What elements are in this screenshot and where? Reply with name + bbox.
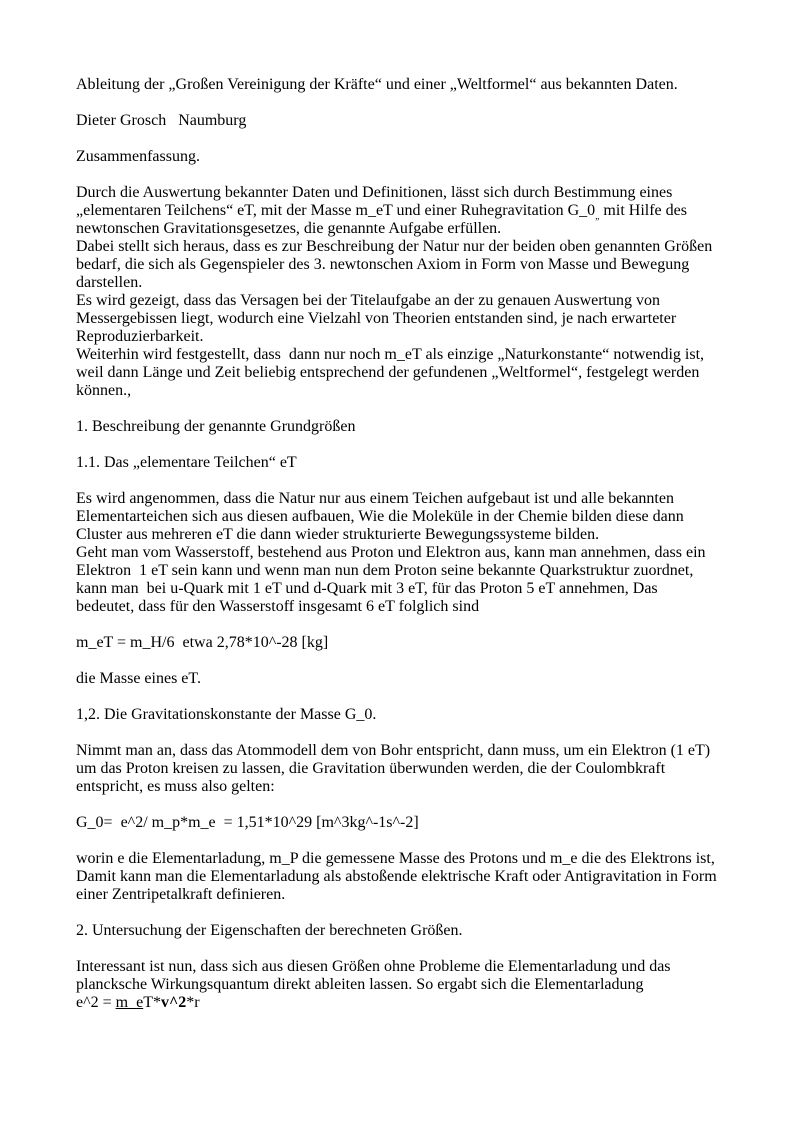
paragraph-title: Ableitung der „Großen Vereinigung der Kräfte“ und einer „Weltformel“ aus bekannten Daten. <box>76 76 678 93</box>
formula-run-u: m_e <box>115 994 144 1011</box>
paragraph-heading-1: 1. Beschreibung der genannte Grundgrößen <box>76 418 356 435</box>
paragraph-para-bohr: Nimmt man an, dass das Atommodell dem von Bohr entspricht, dann muss, um ein Elektron (1 eT) um das Proton kreisen zu lassen, die Gravitation überwunden werden, die der Coulombkraft entspricht, es muss also gelten: <box>76 742 711 795</box>
paragraph-para-elementary-charge: worin e die Elementarladung, m_P die gemessene Masse des Protons und m_e die des Elektrons ist, Damit kann man die Elementarladung als abstoßende elektrische Kraft oder Antigravitation in Form einer Zentripetalkraft definieren. <box>76 850 717 903</box>
paragraph-heading-2: 2. Untersuchung der Eigenschaften der berechneten Größen. <box>76 922 463 939</box>
formula-run-sub: „ <box>595 211 600 223</box>
paragraph-para-et-1: Es wird angenommen, dass die Natur nur aus einem Teichen aufgebaut ist und alle bekannten Elementarteichen sich aus diesen aufbauen, Wie die Moleküle in der Chemie bilden diese dann Cluster aus mehreren eT die dann wieder strukturierte Bewegungssysteme bilden. <box>76 490 684 543</box>
paragraph-author: Dieter Grosch Naumburg <box>76 112 247 129</box>
paragraph-para-derivation: Interessant ist nun, dass sich aus diesen Größen ohne Probleme die Elementarladung und das plancksche Wirkungsquantum direkt ableiten lassen. So ergabt sich die Elementarladung e^2 = m_eT*v^2*r <box>76 958 671 1011</box>
paragraph-para-et-2: Geht man vom Wasserstoff, bestehend aus Proton und Elektron aus, kann man annehmen, dass ein Elektron 1 eT sein kann und wenn man nun dem Proton seine bekannte Quarkstruktur zuordnet, kann man bei u-Quark mit 1 eT und d-Quark mit 3 eT, für das Proton 5 eT annehmen, Das bedeutet, dass für den Wasserstoff insgesamt 6 eT folglich sind <box>76 544 706 615</box>
paragraph-heading-1-1: 1.1. Das „elementare Teilchen“ eT <box>76 454 297 471</box>
paragraph-summary-para-4: Weiterhin wird festgestellt, dass dann nur noch m_eT als einzige „Naturkonstante“ notwendig ist, weil dann Länge und Zeit beliebig entsprechend der gefundenen „Weltformel“, festgelegt werden können., <box>76 346 705 399</box>
formula-run-b: v^2 <box>160 994 187 1011</box>
paragraph-summary-para-2: Dabei stellt sich heraus, dass es zur Beschreibung der Natur nur der beiden oben genannten Größen bedarf, die sich als Gegenspieler des 3. newtonschen Axiom in Form von Masse und Bewegung darstellen. <box>76 238 713 291</box>
paragraph-formula-g0: G_0= e^2/ m_p*m_e = 1,51*10^29 [m^3kg^-1s^-2] <box>76 814 419 831</box>
paragraph-summary-para-3: Es wird gezeigt, dass das Versagen bei der Titelaufgabe an der zu genauen Auswertung von Messergebissen liegt, wodurch eine Vielzahl von Theorien entstanden sind, je nach erwarteter Reproduzierbarkeit. <box>76 292 677 345</box>
paragraph-heading-1-2: 1,2. Die Gravitationskonstante der Masse G_0. <box>76 706 377 723</box>
paragraph-formula-met: m_eT = m_H/6 etwa 2,78*10^-28 [kg] <box>76 634 329 651</box>
paragraph-summary-heading: Zusammenfassung. <box>76 148 200 165</box>
paragraph-summary-para-1: Durch die Auswertung bekannter Daten und Definitionen, lässt sich durch Bestimmung eines „elementaren Teilchens“ eT, mit der Masse m_eT und einer Ruhegravitation $G\_0_„$ mit Hilfe des newtonschen Gravitationsgesetzes, die genannte Aufgabe erfüllen. <box>76 184 687 237</box>
paragraph-para-mass-note: die Masse eines eT. <box>76 670 201 687</box>
